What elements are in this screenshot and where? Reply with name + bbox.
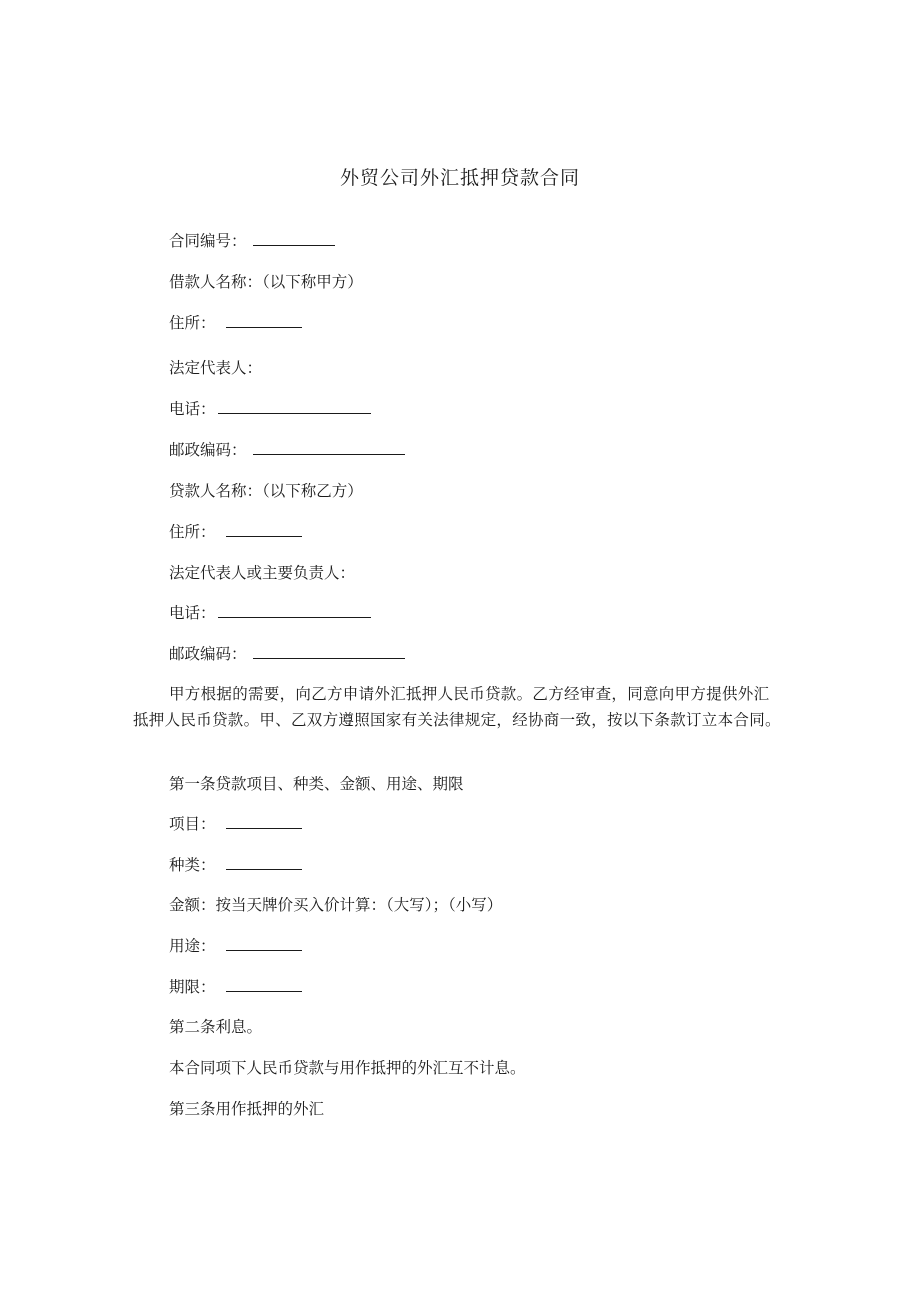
term-line	[169, 976, 302, 998]
article1-heading: 第一条贷款项目、种类、金额、用途、期限	[169, 775, 464, 793]
contract-number-line	[169, 230, 335, 252]
borrower-rep-line	[169, 357, 262, 379]
lender-rep-line	[169, 562, 355, 584]
type-line	[169, 854, 302, 876]
lender-postcode-blank	[253, 644, 405, 659]
lender-address-blank	[226, 522, 302, 537]
lender-postcode-line	[169, 643, 405, 665]
project-label: 项目：	[169, 815, 216, 833]
article3-heading: 第三条用作抵押的外汇	[169, 1100, 325, 1118]
type-label: 种类：	[169, 856, 216, 874]
intro-paragraph: 甲方根据的需要，向乙方申请外汇抵押人民币贷款。乙方经审查，同意向甲方提供外汇抵押人民币贷款。甲、乙双方遵照国家有关法律规定，经协商一致，按以下条款订立本合同。	[133, 685, 781, 729]
contract-number-label: 合同编号：	[169, 232, 247, 250]
term-blank	[226, 977, 302, 992]
purpose-line	[169, 935, 302, 957]
term-label: 期限：	[169, 978, 216, 996]
borrower-address-label: 住所：	[169, 314, 216, 332]
contract-number-blank	[253, 231, 335, 246]
project-line	[169, 813, 302, 835]
lender-rep-label: 法定代表人或主要负责人：	[169, 564, 356, 582]
borrower-postcode-blank	[253, 440, 405, 455]
lender-phone-label: 电话：	[169, 604, 216, 622]
type-blank	[226, 855, 302, 870]
borrower-phone-blank	[218, 399, 371, 414]
borrower-postcode-line	[169, 439, 405, 461]
borrower-phone-label: 电话：	[169, 400, 216, 418]
purpose-blank	[226, 936, 302, 951]
article2-heading: 第二条利息。	[169, 1018, 263, 1036]
amount-line: 金额：按当天牌价买入价计算：（大写）；（小写）	[169, 896, 503, 914]
lender-phone-line	[169, 602, 371, 624]
borrower-address-line	[169, 312, 302, 334]
purpose-label: 用途：	[169, 937, 216, 955]
borrower-postcode-label: 邮政编码：	[169, 441, 247, 459]
lender-phone-blank	[218, 603, 371, 618]
project-blank	[226, 814, 302, 829]
lender-name-label: 贷款人名称：（以下称乙方）	[169, 482, 363, 500]
borrower-address-blank	[226, 313, 302, 328]
lender-postcode-label: 邮政编码：	[169, 645, 247, 663]
lender-address-line	[169, 521, 302, 543]
borrower-name-label: 借款人名称：（以下称甲方）	[169, 273, 363, 291]
lender-address-label: 住所：	[169, 523, 216, 541]
borrower-name-line	[169, 271, 363, 293]
article2-body: 本合同项下人民币贷款与用作抵押的外汇互不计息。	[169, 1059, 526, 1077]
document-title: 外贸公司外汇抵押贷款合同	[339, 167, 580, 189]
lender-name-line	[169, 480, 363, 502]
borrower-rep-label: 法定代表人：	[169, 359, 263, 377]
borrower-phone-line	[169, 398, 371, 420]
